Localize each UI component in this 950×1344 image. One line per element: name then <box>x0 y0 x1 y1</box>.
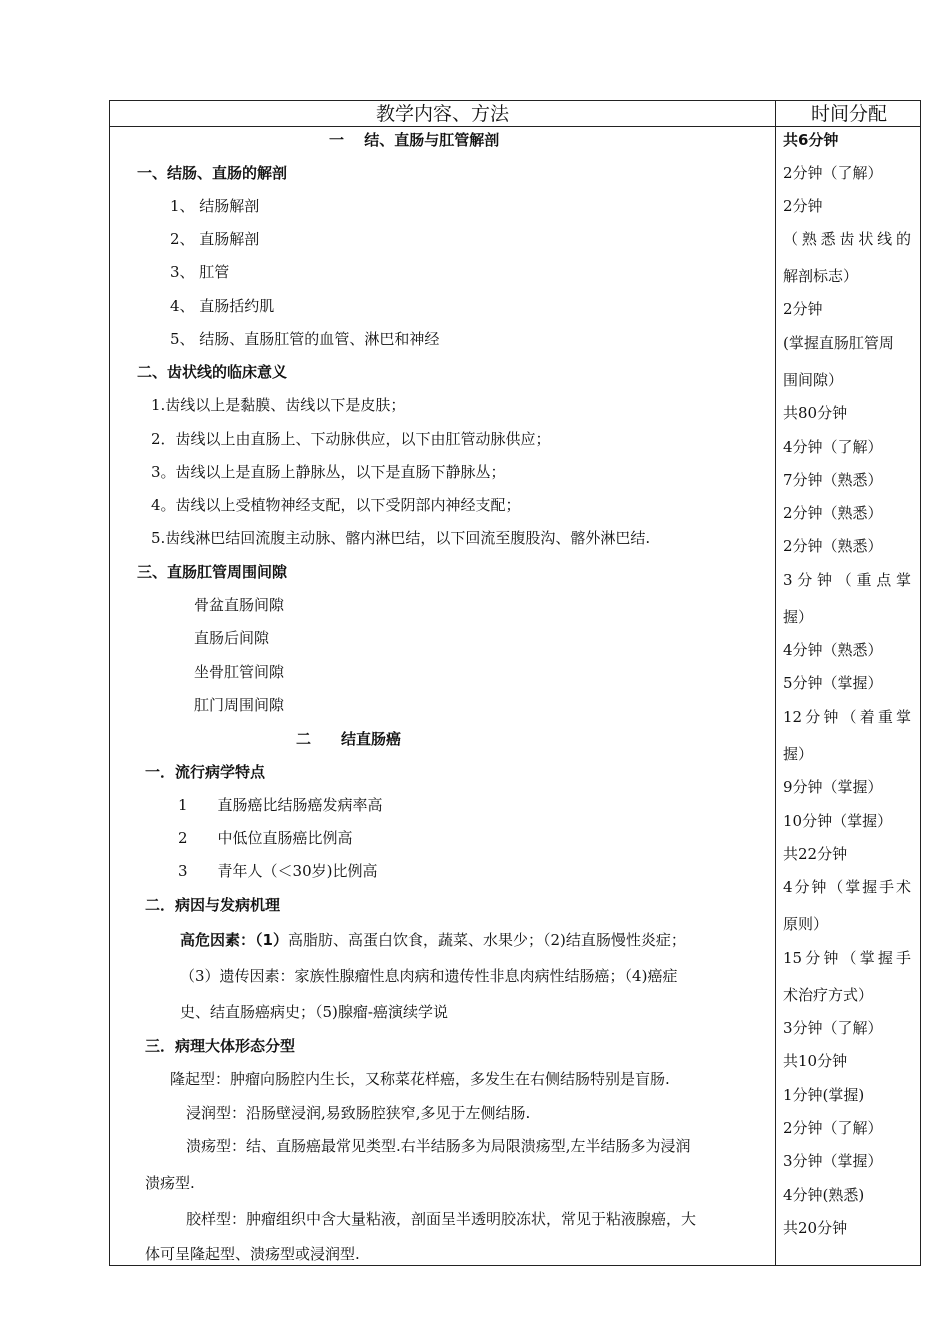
section-title: 三、直肠肛管周围间隙 <box>137 563 288 581</box>
header-divider <box>110 126 920 127</box>
time-entry: 15分钟（掌握手 <box>783 949 911 967</box>
time-entry: 术治疗方式） <box>783 986 874 1004</box>
time-entry: (掌握直肠肛管周 <box>783 334 894 352</box>
paragraph-line: 浸润型：沿肠壁浸润,易致肠腔狭窄,多见于左侧结肠. <box>186 1104 531 1122</box>
risk-text: 高脂肪、高蛋白饮食，蔬菜、水果少；（2)结直肠慢性炎症； <box>287 931 686 949</box>
paragraph-line: 体可呈隆起型、溃疡型或浸润型. <box>145 1245 360 1263</box>
list-item: 4、 直肠括约肌 <box>170 297 275 315</box>
risk-factors-line <box>180 930 686 950</box>
time-entry: 3分钟（掌握） <box>783 1152 883 1170</box>
time-entry: 2分钟（熟悉） <box>783 537 883 555</box>
time-entry: （熟悉齿状线的 <box>783 230 911 248</box>
list-item: 4。齿线以上受植物神经支配，以下受阴部内神经支配； <box>151 496 521 514</box>
list-item: 3 青年人（＜30岁)比例高 <box>178 862 378 880</box>
time-entry: 共22分钟 <box>783 845 848 863</box>
section-title: 二．病因与发病机理 <box>145 896 281 914</box>
paragraph-line: 隆起型：肿瘤向肠腔内生长，又称菜花样癌，多发生在右侧结肠特别是盲肠. <box>170 1070 670 1088</box>
list-item: 3、 肛管 <box>170 263 230 281</box>
time-entry: 握） <box>783 745 814 763</box>
time-entry: 10分钟（掌握） <box>783 812 893 830</box>
section-title: 一、结肠、直肠的解剖 <box>137 164 288 182</box>
paragraph-line: 胶样型：肿瘤组织中含大量粘液，剖面呈半透明胶冻状，常见于粘液腺癌，大 <box>186 1210 697 1228</box>
time-entry: 7分钟（熟悉） <box>783 471 883 489</box>
time-entry: 2分钟 <box>783 300 823 318</box>
time-entry: 4分钟（掌握手术 <box>783 878 911 896</box>
time-entry: 4分钟(熟悉) <box>783 1186 865 1204</box>
time-entry: 4分钟（了解） <box>783 438 883 456</box>
time-entry: 3分钟（了解） <box>783 1019 883 1037</box>
section-title: 二、齿状线的临床意义 <box>137 363 288 381</box>
time-entry: 共20分钟 <box>783 1219 848 1237</box>
time-entry: 解剖标志） <box>783 267 859 285</box>
section-title: 一．流行病学特点 <box>145 763 266 781</box>
time-entry: 共10分钟 <box>783 1052 848 1070</box>
time-entry: 原则） <box>783 915 829 933</box>
time-entry: 共80分钟 <box>783 404 848 422</box>
time-entry: 共6分钟 <box>783 131 839 149</box>
time-entry: 2分钟（熟悉） <box>783 504 883 522</box>
time-entry: 12分钟（着重掌 <box>783 708 911 726</box>
content-column-header: 教学内容、方法 <box>375 103 509 125</box>
list-item: 1 直肠癌比结肠癌发病率高 <box>178 796 383 814</box>
list-item: 2 中低位直肠癌比例高 <box>178 829 353 847</box>
list-item: 1、 结肠解剖 <box>170 197 260 215</box>
time-entry: 2分钟（了解） <box>783 1119 883 1137</box>
time-entry: 4分钟（熟悉） <box>783 641 883 659</box>
time-entry: 2分钟 <box>783 197 823 215</box>
section-title: 三．病理大体形态分型 <box>145 1037 296 1055</box>
risk-factors-line: 史、结直肠癌病史；（5)腺瘤-癌演续学说 <box>180 1003 448 1021</box>
list-item: 5、 结肠、直肠肛管的血管、淋巴和神经 <box>170 330 440 348</box>
list-item: 1.齿线以上是黏膜、齿线以下是皮肤； <box>151 396 406 414</box>
column-divider <box>775 101 776 1265</box>
list-item: 肛门周围间隙 <box>194 696 285 714</box>
time-entry: 围间隙） <box>783 371 844 389</box>
time-entry: 3分钟（重点掌 <box>783 571 911 589</box>
paragraph-line: 溃疡型：结、直肠癌最常见类型.右半结肠多为局限溃疡型,左半结肠多为浸润 <box>186 1137 691 1155</box>
list-item: 3。齿线以上是直肠上静脉丛，以下是直肠下静脉丛； <box>151 463 506 481</box>
paragraph-line: 溃疡型. <box>145 1174 195 1192</box>
list-item: 2．齿线以上由直肠上、下动脉供应，以下由肛管动脉供应； <box>151 430 551 448</box>
time-column-header: 时间分配 <box>810 103 887 125</box>
time-entry: 5分钟（掌握） <box>783 674 883 692</box>
time-entry: 握） <box>783 608 814 626</box>
list-item: 骨盆直肠间隙 <box>194 596 285 614</box>
time-entry: 1分钟(掌握) <box>783 1086 865 1104</box>
risk-factors-line: （3）遗传因素：家族性腺瘤性息肉病和遗传性非息肉病性结肠癌；（4)癌症 <box>180 967 678 985</box>
list-item: 直肠后间隙 <box>194 629 270 647</box>
time-entry: 2分钟（了解） <box>783 164 883 182</box>
part1-title: 一 结、直肠与肛管解剖 <box>329 131 500 149</box>
time-entry: 9分钟（掌握） <box>783 778 883 796</box>
list-item: 2、 直肠解剖 <box>170 230 260 248</box>
risk-label: 高危因素：（1） <box>180 931 288 949</box>
list-item: 坐骨肛管间隙 <box>194 663 285 681</box>
part2-title: 二 结直肠癌 <box>296 730 402 748</box>
list-item: 5.齿线淋巴结回流腹主动脉、髂内淋巴结，以下回流至腹股沟、髂外淋巴结. <box>151 529 651 547</box>
